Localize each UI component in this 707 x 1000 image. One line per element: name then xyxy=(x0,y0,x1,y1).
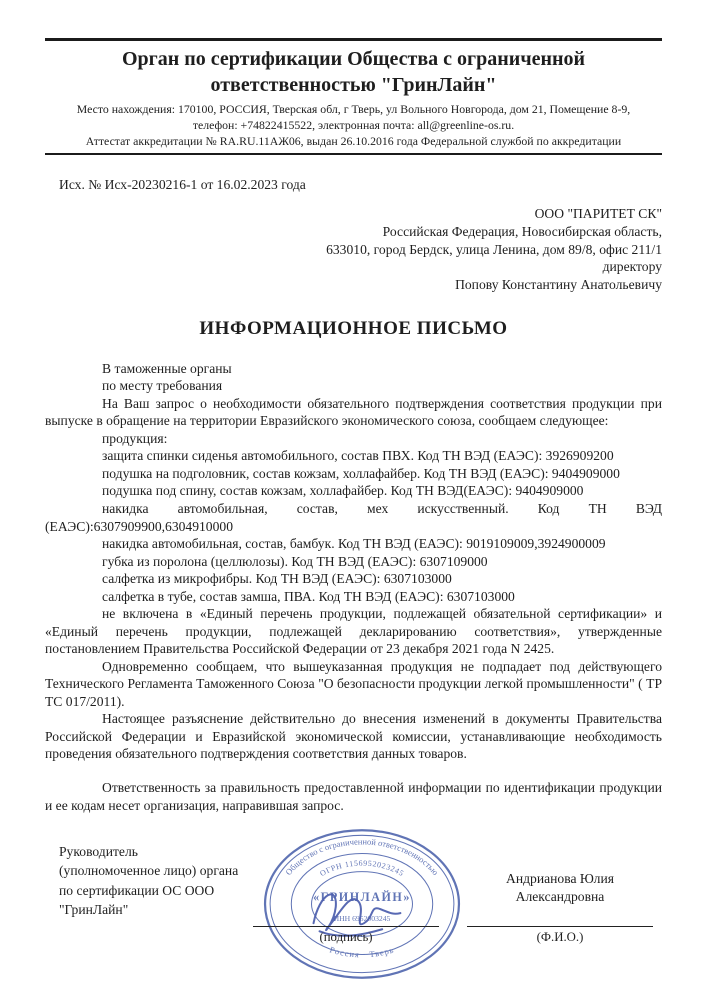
signer-name-line1: Андрианова Юлия xyxy=(506,871,614,887)
stamp-outer-text: Общество с ограниченной ответственностью xyxy=(283,836,441,878)
signer-position xyxy=(59,842,274,919)
recipient-person: Попову Константину Анатольевичу xyxy=(455,277,662,293)
body-paragraph: В таможенные органы xyxy=(102,360,232,376)
body-paragraph: по месту требования xyxy=(102,378,223,394)
fio-line xyxy=(467,926,653,927)
signer-position-line3: по сертификации ОС ООО xyxy=(59,882,215,898)
svg-text:Россия · Тверь xyxy=(329,944,396,959)
body-paragraph: губка из поролона (целлюлозы). Код ТН ВЭД (ЕАЭС): 6307109000 xyxy=(102,553,488,569)
body-paragraph: продукция: xyxy=(102,430,168,446)
recipient-company: ООО "ПАРИТЕТ СК" xyxy=(534,206,662,222)
signer-name-line2: Александровна xyxy=(515,889,605,905)
body-paragraph: Одновременно сообщаем, что вышеуказанная продукция не подпадает под действующего Технического Регламента Таможенного Союза "О безопасности продукции легкой промышленности" ( ТР ТС 017/2011). xyxy=(45,658,662,709)
svg-text:ОГРН 1156952023245 xyxy=(318,859,405,879)
stamp-inn-text: ИНН 6952003245 xyxy=(333,914,391,924)
body-paragraph: салфетка из микрофибры. Код ТН ВЭД (ЕАЭС): 6307103000 xyxy=(102,571,452,587)
recipient-position: директору xyxy=(602,259,662,275)
stamp-company-name: «ГРИНЛАЙН» xyxy=(313,889,411,904)
recipient-block xyxy=(45,205,662,293)
body-paragraph: На Ваш запрос о необходимости обязательного подтверждения соответствия продукции при выпуске в обращение на территории Евразийского экономического союза, сообщаем следующее: xyxy=(45,395,662,429)
signer-position-line1: Руководитель xyxy=(59,844,138,860)
body-paragraph: подушка под спину, состав кожзам, холлафайбер. Код ТН ВЭД(ЕАЭС): 9404909000 xyxy=(102,483,584,499)
signer-position-line2: (уполномоченное лицо) органа xyxy=(59,863,239,879)
stamp-bottom-text: Россия · Тверь xyxy=(328,944,396,960)
org-address-line2: телефон: +74822415522, электронная почта: all@greenline-os.ru. xyxy=(192,117,515,132)
body-paragraph: подушка на подголовник, состав кожзам, холлафайбер. Код ТН ВЭД (ЕАЭС): 9404909000 xyxy=(102,465,620,481)
body-paragraph: накидка автомобильная, состав, мех искусственный. Код ТН ВЭД (ЕАЭС):6307909900,6304910000 xyxy=(45,501,662,534)
body-paragraph: защита спинки сиденья автомобильного, состав ПВХ. Код ТН ВЭД (ЕАЭС): 3926909200 xyxy=(102,448,614,464)
outgoing-ref-number: Исх. № Исх-20230216-1 от 16.02.2023 года xyxy=(59,177,306,193)
company-stamp xyxy=(261,826,463,983)
signature-block xyxy=(45,836,662,992)
stamp-ogrn-text: ОГРН 1156952023245 xyxy=(318,858,406,879)
recipient-address: 633010, город Бердск, улица Ленина, дом 89/8, офис 211/1 xyxy=(326,241,662,257)
org-address xyxy=(49,102,658,134)
org-title-line1: Орган по сертификации Общества с ограниченной xyxy=(121,48,586,70)
letter-body xyxy=(45,360,662,814)
body-paragraph: Ответственность за правильность предоставленной информации по идентификации продукции и ее кодам несет организация, направившая запрос. xyxy=(45,779,662,813)
letter-title: ИНФОРМАЦИОННОЕ ПИСЬМО xyxy=(199,317,508,339)
signature-caption: (подпись) xyxy=(319,930,373,945)
signature-line xyxy=(253,926,439,927)
letterhead xyxy=(45,38,662,155)
body-paragraph: Настоящее разъяснение действительно до внесения изменений в документы Правительства Российской Федерации и Евразийской экономической комиссии, устанавливающие необходимость проведения обязательного подтверждения соответствия данных товаров. xyxy=(45,711,662,762)
org-title xyxy=(49,46,658,98)
accreditation-line: Аттестат аккредитации № RA.RU.11АЖ06, выдан 26.10.2016 года Федеральной службой по аккредитации xyxy=(85,133,622,148)
signer-name xyxy=(467,870,653,907)
fio-caption: (Ф.И.О.) xyxy=(536,930,584,945)
org-address-line1: Место нахождения: 170100, РОССИЯ, Тверская обл, г Тверь, ул Вольного Новгорода, дом 21, Помещение 8-9, xyxy=(76,102,631,116)
body-paragraph: не включена в «Единый перечень продукции, подлежащей обязательной сертификации» и «Единый перечень продукции, подлежащей декларированию соответствия», утвержденные постановлением Правительства Российской Федерации от 23 декабря 2021 года N 2425. xyxy=(45,606,662,657)
body-paragraph: накидка автомобильная, состав, бамбук. Код ТН ВЭД (ЕАЭС): 9019109009,3924900009 xyxy=(102,536,606,552)
recipient-region: Российская Федерация, Новосибирская область, xyxy=(382,224,662,240)
org-title-line2: ответственностью "ГринЛайн" xyxy=(210,74,497,96)
signer-position-line4: "ГринЛайн" xyxy=(59,901,129,917)
body-paragraph: салфетка в тубе, состав замша, ПВА. Код ТН ВЭД (ЕАЭС): 6307103000 xyxy=(102,588,515,604)
